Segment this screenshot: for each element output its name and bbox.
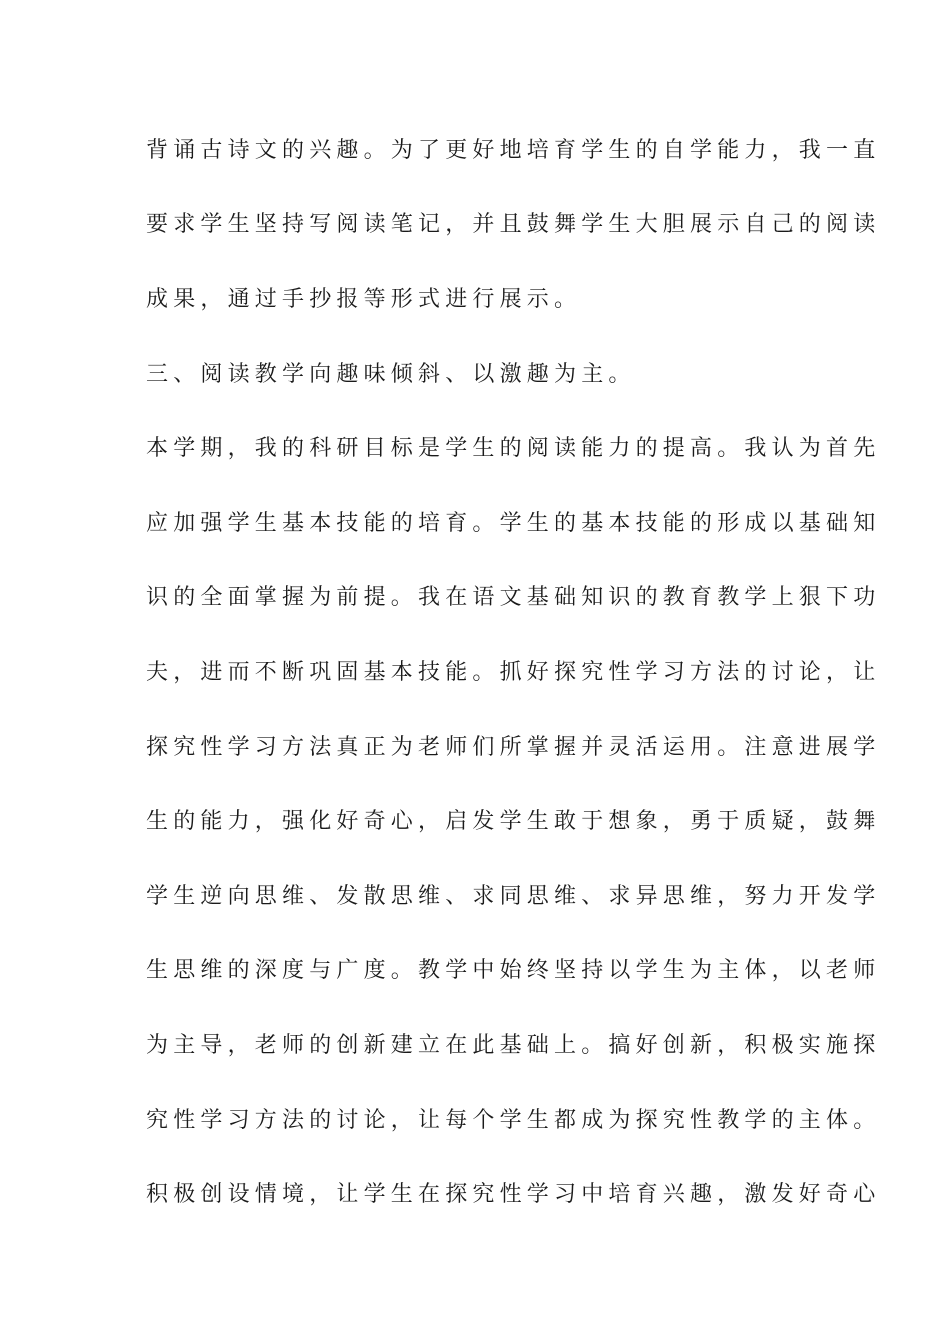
paragraph-line: 积极创设情境，让学生在探究性学习中培育兴趣，激发好奇心 [146, 1182, 881, 1207]
paragraph-line: 应加强学生基本技能的培育。学生的基本技能的形成以基础知 [146, 511, 881, 536]
paragraph-line: 究性学习方法的讨论，让每个学生都成为探究性教学的主体。 [146, 1108, 881, 1133]
paragraph-line: 生的能力，强化好奇心，启发学生敢于想象，勇于质疑，鼓舞 [146, 809, 881, 834]
paragraph-line: 要求学生坚持写阅读笔记，并且鼓舞学生大胆展示自己的阅读 [146, 212, 881, 237]
paragraph-line: 学生逆向思维、发散思维、求同思维、求异思维，努力开发学 [146, 884, 881, 909]
paragraph-line: 生思维的深度与广度。教学中始终坚持以学生为主体，以老师 [146, 958, 881, 983]
paragraph-line: 识的全面掌握为前提。我在语文基础知识的教育教学上狠下功 [146, 585, 881, 610]
paragraph-line: 背诵古诗文的兴趣。为了更好地培育学生的自学能力，我一直 [146, 138, 881, 163]
paragraph-line: 本学期，我的科研目标是学生的阅读能力的提高。我认为首先 [146, 436, 881, 461]
paragraph-line: 成果，通过手抄报等形式进行展示。 [146, 287, 582, 312]
paragraph-line: 探究性学习方法真正为老师们所掌握并灵活运用。注意进展学 [146, 735, 881, 760]
paragraph-line: 为主导，老师的创新建立在此基础上。搞好创新，积极实施探 [146, 1033, 881, 1058]
section-heading: 三、阅读教学向趣味倾斜、以激趣为主。 [146, 362, 636, 387]
paragraph-line: 夫，进而不断巩固基本技能。抓好探究性学习方法的讨论，让 [146, 660, 881, 685]
